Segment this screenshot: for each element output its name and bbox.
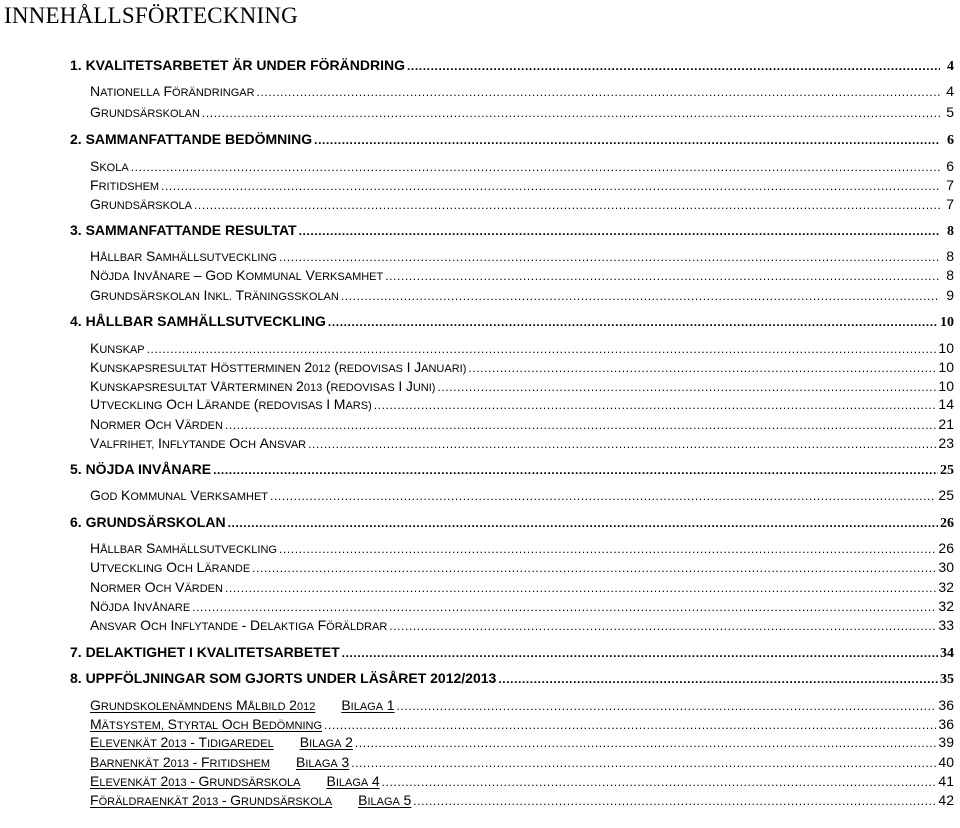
toc-entry-label: KUNSKAPSRESULTAT HÖSTTERMINEN 2012 (REDOVISAS I JANUARI) [90, 359, 467, 375]
toc-entry-label: GRUNDSKOLENÄMNDENS MÅLBILD 2012 [90, 697, 316, 713]
toc-subentry[interactable] [90, 103, 960, 121]
toc-page-number: 35 [940, 672, 954, 687]
toc-entry-label: FRITIDSHEM [90, 177, 160, 193]
toc-heading-entry[interactable] [70, 460, 960, 478]
toc-page-number: 34 [940, 646, 954, 661]
dot-leader [270, 487, 936, 505]
toc-entry-label: KUNSKAPSRESULTAT VÅRTERMINEN 2013 (REDOVISAS I JUNI) [90, 378, 436, 394]
dot-leader [341, 287, 940, 305]
toc-subentry[interactable] [90, 715, 960, 733]
dot-leader [437, 378, 936, 396]
dot-leader [407, 57, 940, 75]
toc-page-number: 26 [940, 516, 954, 531]
toc-page-number: 36 [938, 697, 954, 713]
dot-leader [257, 83, 940, 101]
toc-entry-label: ELEVENKÄT 2013 - GRUNDSÄRSKOLA [90, 773, 301, 789]
dot-leader [396, 697, 936, 715]
toc-heading-entry[interactable] [70, 312, 960, 330]
toc-heading-entry[interactable] [70, 669, 960, 687]
toc-entry-label: VALFRIHET, INFLYTANDE OCH ANSVAR [90, 435, 307, 451]
toc-entry-appendix: BILAGA 5 [358, 792, 412, 808]
toc-subentry[interactable] [90, 772, 960, 790]
toc-page-number: 10 [938, 378, 954, 394]
toc-heading-entry[interactable] [70, 130, 960, 148]
dot-leader [299, 222, 940, 240]
dot-leader [194, 196, 940, 214]
dot-leader [213, 461, 938, 479]
toc-entry-label: 2. SAMMANFATTANDE BEDÖMNING [70, 131, 313, 147]
toc-page-number: 6 [947, 133, 954, 148]
dot-leader [468, 359, 936, 377]
toc-page-number: 25 [940, 463, 954, 478]
toc-subentry[interactable] [90, 415, 960, 433]
toc-subentry[interactable] [90, 616, 960, 634]
dot-leader [308, 435, 936, 453]
toc-entry-label: FÖRÄLDRAENKÄT 2013 - GRUNDSÄRSKOLA [90, 792, 333, 808]
toc-entry-label: 3. SAMMANFATTANDE RESULTAT [70, 222, 297, 238]
toc-entry-appendix: BILAGA 2 [299, 734, 353, 750]
toc-entry-label: GRUNDSÄRSKOLAN [90, 104, 200, 120]
toc-subentry[interactable] [90, 578, 960, 596]
toc-subentry[interactable] [90, 195, 960, 213]
toc-page-number: 14 [938, 396, 954, 412]
dot-leader [225, 579, 936, 597]
toc-entry-label: UTVECKLING OCH LÄRANDE (REDOVISAS I MARS) [90, 396, 372, 412]
toc-subentry[interactable] [90, 558, 960, 576]
toc-entry-appendix: BILAGA 4 [326, 773, 380, 789]
toc-subentry[interactable] [90, 247, 960, 265]
toc-page-number: 4 [946, 83, 954, 99]
toc-subentry[interactable] [90, 157, 960, 175]
toc-heading-entry[interactable] [70, 56, 960, 74]
dot-leader [342, 644, 938, 662]
dot-leader [385, 267, 940, 285]
toc-subentry[interactable] [90, 539, 960, 557]
dot-leader [147, 340, 937, 358]
toc-entry-label: GRUNDSÄRSKOLAN INKL. TRÄNINGSSKOLAN [90, 287, 339, 303]
toc-page-number: 26 [938, 540, 954, 556]
toc-subentry[interactable] [90, 434, 960, 452]
toc-entry-label: NÖJDA INVÅNARE – GOD KOMMUNAL VERKSAMHET [90, 267, 384, 283]
toc-page-number: 10 [940, 315, 954, 330]
dot-leader [498, 670, 938, 688]
dot-leader [161, 177, 940, 195]
toc-entry-label: HÅLLBAR SAMHÄLLSUTVECKLING [90, 540, 277, 556]
dot-leader [389, 617, 936, 635]
toc-entry-label: BARNENKÄT 2013 - FRITIDSHEM [90, 754, 271, 770]
toc-entry-label: KUNSKAP [90, 340, 145, 356]
toc-entry-label: NATIONELLA FÖRÄNDRINGAR [90, 83, 255, 99]
dot-leader [355, 734, 937, 752]
toc-page-number: 8 [946, 248, 954, 264]
toc-subentry[interactable] [90, 395, 960, 413]
toc-entry-label: UTVECKLING OCH LÄRANDE [90, 559, 251, 575]
toc-subentry[interactable] [90, 377, 960, 395]
toc-heading-entry[interactable] [70, 513, 960, 531]
page-title: INNEHÅLLSFÖRTECKNING [4, 3, 298, 28]
dot-leader [252, 559, 936, 577]
toc-page-number: 32 [938, 579, 954, 595]
toc-entry-appendix: BILAGA 1 [341, 697, 395, 713]
toc-page-number: 5 [946, 104, 954, 120]
toc-page-number: 40 [938, 754, 954, 770]
toc-page-number: 21 [938, 416, 954, 432]
dot-leader [324, 716, 936, 734]
toc-page-number: 4 [947, 59, 954, 74]
toc-subentry[interactable] [90, 176, 960, 194]
dot-leader [202, 104, 940, 122]
toc-page-number: 23 [938, 435, 954, 451]
toc-page-number: 8 [947, 224, 954, 239]
dot-leader [279, 248, 940, 266]
dot-leader [314, 131, 940, 149]
toc-page-number: 9 [946, 287, 954, 303]
toc-entry-label: 7. DELAKTIGHET I KVALITETSARBETET [70, 644, 340, 660]
toc-subentry[interactable] [90, 597, 960, 615]
toc-subentry[interactable] [90, 696, 960, 714]
toc-entry-label: ANSVAR OCH INFLYTANDE - DELAKTIGA FÖRÄLDRAR [90, 617, 388, 633]
dot-leader [228, 514, 938, 532]
toc-heading-entry[interactable] [70, 643, 960, 661]
toc-page-number: 8 [946, 267, 954, 283]
toc-entry-label: SKOLA [90, 158, 129, 174]
dot-leader [382, 773, 937, 791]
toc-page-number: 36 [938, 716, 954, 732]
toc-entry-label: 6. GRUNDSÄRSKOLAN [70, 514, 226, 530]
dot-leader [374, 396, 937, 414]
toc-page-number: 42 [938, 792, 954, 808]
dot-leader [351, 754, 936, 772]
toc-entry-label: MÄTSYSTEM, STYRTAL OCH BEDÖMNING [90, 716, 323, 732]
toc-page-number: 33 [938, 617, 954, 633]
toc-subentry[interactable] [90, 358, 960, 376]
toc-entry-label: ELEVENKÄT 2013 - TIDIGAREDEL [90, 734, 274, 750]
toc-page-number: 10 [938, 359, 954, 375]
dot-leader [225, 416, 936, 434]
toc-subentry[interactable] [90, 753, 960, 771]
toc-subentry[interactable] [90, 286, 960, 304]
toc-entry-label: 1. KVALITETSARBETET ÄR UNDER FÖRÄNDRING [70, 57, 405, 73]
toc-entry-label: NORMER OCH VÄRDEN [90, 579, 223, 595]
toc-entry-label: 5. NÖJDA INVÅNARE [70, 461, 212, 477]
toc-entry-label: NORMER OCH VÄRDEN [90, 416, 223, 432]
toc-page-number: 25 [938, 487, 954, 503]
toc-subentry[interactable] [90, 266, 960, 284]
toc-entry-label: GRUNDSÄRSKOLA [90, 196, 192, 212]
toc-page-number: 41 [938, 773, 954, 789]
toc-subentry[interactable] [90, 339, 960, 357]
toc-subentry[interactable] [90, 486, 960, 504]
toc-page-number: 6 [946, 158, 954, 174]
toc-heading-entry[interactable] [70, 221, 960, 239]
toc-page-number: 7 [946, 196, 954, 212]
dot-leader [328, 313, 938, 331]
toc-page-number: 32 [938, 598, 954, 614]
toc-subentry[interactable] [90, 733, 960, 751]
toc-entry-label: 4. HÅLLBAR SAMHÄLLSUTVECKLING [70, 313, 326, 329]
toc-subentry[interactable] [90, 82, 960, 100]
dot-leader [413, 792, 936, 810]
toc-entry-label: GOD KOMMUNAL VERKSAMHET [90, 487, 269, 503]
toc-subentry[interactable] [90, 791, 960, 809]
dot-leader [192, 598, 936, 616]
toc-entry-label: 8. UPPFÖLJNINGAR SOM GJORTS UNDER LÄSÅRET 2012/2013 [70, 670, 497, 686]
toc-page-number: 7 [946, 177, 954, 193]
toc-entry-label: NÖJDA INVÅNARE [90, 598, 191, 614]
toc-page-number: 10 [938, 340, 954, 356]
toc-entry-appendix: BILAGA 3 [296, 754, 350, 770]
toc-page-number: 39 [938, 734, 954, 750]
dot-leader [131, 158, 940, 176]
toc-entry-label: HÅLLBAR SAMHÄLLSUTVECKLING [90, 248, 277, 264]
dot-leader [279, 540, 936, 558]
toc-page-number: 30 [938, 559, 954, 575]
